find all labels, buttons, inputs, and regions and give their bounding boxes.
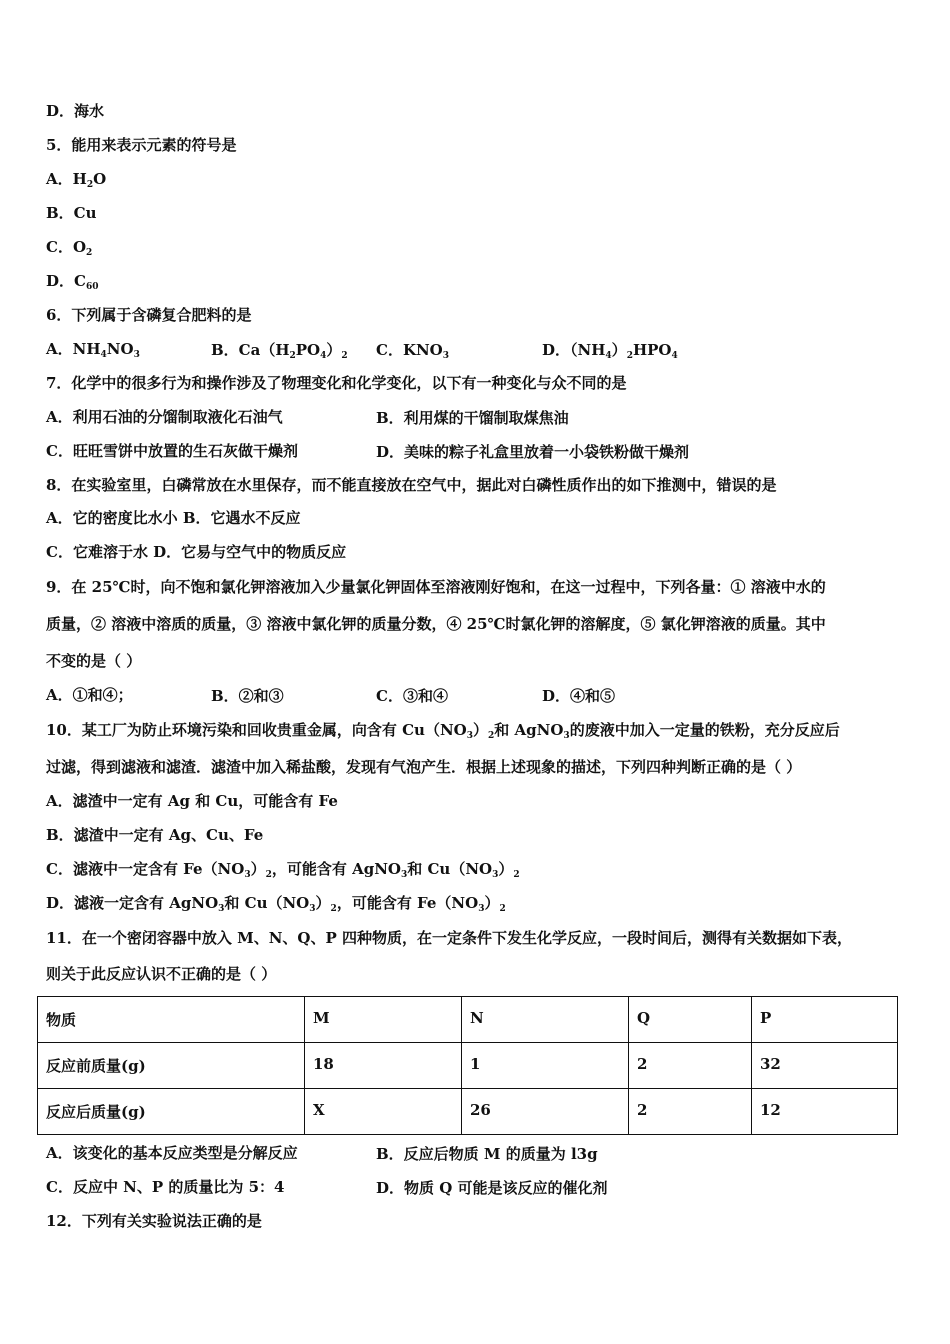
- q12-stem: 12．下列有关实验说法正确的是: [46, 1212, 262, 1230]
- q5-stem: 5．能用来表示元素的符号是: [46, 136, 237, 154]
- q10-option-b: B．滤渣中一定有 Ag、Cu、Fe: [46, 826, 264, 844]
- table-row: [38, 1089, 898, 1135]
- q8-stem: 8．在实验室里，白磷常放在水里保存，而不能直接放在空气中，据此对白磷性质作出的如下推测中，错误的是: [46, 476, 777, 494]
- table-row: [38, 1043, 898, 1089]
- table-header-cell: 物质: [38, 997, 305, 1043]
- table-cell: 12: [752, 1089, 898, 1135]
- q7-option-d: D．美味的粽子礼盒里放着一小袋铁粉做干燥剂: [376, 443, 690, 461]
- table-cell: 26: [462, 1089, 629, 1135]
- q10-option-a: A．滤渣中一定有 Ag 和 Cu，可能含有 Fe: [46, 792, 338, 810]
- q5-option-a: A．$H_2O$: [46, 170, 107, 190]
- q9-option-a: A．①和④；: [46, 686, 133, 704]
- q6-option-c: C．$KNO_3$: [376, 341, 450, 361]
- q11-data-table: [37, 996, 898, 1135]
- q11-option-d: D．物质 Q 可能是该反应的催化剂: [376, 1179, 608, 1197]
- q9-stem-line2: 质量，② 溶液中溶质的质量，③ 溶液中氯化钾的质量分数，④ 25℃时氯化钾的溶解度，⑤ 氯化钾溶液的质量。其中: [46, 615, 826, 633]
- q6-stem: 6．下列属于含磷复合肥料的是: [46, 306, 252, 324]
- q5-option-d: D．$C_{60}$: [46, 272, 99, 292]
- q10-option-c: C．滤液中一定含有 $Fe(NO_3)_2$，可能含有 AgNO$_3$和 $Cu(NO_3)_2$: [46, 860, 520, 880]
- table-header-cell: P: [752, 997, 898, 1043]
- q7-option-b: B．利用煤的干馏制取煤焦油: [376, 409, 569, 427]
- table-cell: 2: [629, 1089, 752, 1135]
- table-cell: 反应后质量(g): [38, 1089, 305, 1135]
- q7-option-a: A．利用石油的分馏制取液化石油气: [46, 408, 283, 426]
- table-cell: 2: [629, 1043, 752, 1089]
- q11-option-b: B．反应后物质 M 的质量为 l3g: [376, 1145, 598, 1163]
- q9-option-d: D．④和⑤: [542, 687, 616, 705]
- q10-stem-line2: 过滤，得到滤液和滤渣．滤渣中加入稀盐酸，发现有气泡产生．根据上述现象的描述，下列四种判断正确的是（ ）: [46, 758, 802, 776]
- q5-option-b: B．Cu: [46, 204, 97, 222]
- q11-stem-line1: 11．在一个密闭容器中放入 M、N、Q、P 四种物质，在一定条件下发生化学反应，一段时间后，测得有关数据如下表，: [46, 929, 852, 947]
- table-header-row: [38, 997, 898, 1043]
- q6-option-d: D．$(NH_4)_2HPO_4$: [542, 341, 678, 361]
- table-cell: 32: [752, 1043, 898, 1089]
- table-header-cell: N: [462, 997, 629, 1043]
- table-cell: 1: [462, 1043, 629, 1089]
- q9-stem-line3: 不变的是（ ）: [46, 652, 142, 670]
- table-cell: 18: [305, 1043, 462, 1089]
- q8-options-ab: A．它的密度比水小 B．它遇水不反应: [46, 509, 301, 527]
- q11-option-c: C．反应中 N、P 的质量比为 5：4: [46, 1178, 285, 1196]
- q10-option-d: D．滤液一定含有 AgNO$_3$和 $Cu(NO_3)_2$，可能含有 $Fe(NO_3)_2$: [46, 894, 506, 914]
- q9-option-b: B．②和③: [211, 687, 284, 705]
- table-cell: 反应前质量(g): [38, 1043, 305, 1089]
- q7-option-c: C．旺旺雪饼中放置的生石灰做干燥剂: [46, 442, 298, 460]
- q6-option-a: A．$NH_4NO_3$: [46, 340, 140, 360]
- q11-option-a: A．该变化的基本反应类型是分解反应: [46, 1144, 298, 1162]
- q9-option-c: C．③和④: [376, 687, 448, 705]
- q11-stem-line2: 则关于此反应认识不正确的是（ ）: [46, 965, 277, 983]
- table-cell: X: [305, 1089, 462, 1135]
- q7-stem: 7．化学中的很多行为和操作涉及了物理变化和化学变化，以下有一种变化与众不同的是: [46, 374, 627, 392]
- q4-option-d: D．海水: [46, 102, 105, 120]
- q8-options-cd: C．它难溶于水 D．它易与空气中的物质反应: [46, 543, 347, 561]
- q10-stem-line1: 10．某工厂为防止环境污染和回收贵重金属，向含有 $Cu(NO_3)_2$和 AgNO$_3$的废液中加入一定量的铁粉，充分反应后: [46, 721, 840, 741]
- table-header-cell: M: [305, 997, 462, 1043]
- q6-option-b: B．$Ca(H_2PO_4)_2$: [211, 341, 348, 361]
- table-header-cell: Q: [629, 997, 752, 1043]
- q5-option-c: C．$O_2$: [46, 238, 93, 258]
- q9-stem-line1: 9．在 25℃时，向不饱和氯化钾溶液加入少量氯化钾固体至溶液刚好饱和，在这一过程中，下列各量：① 溶液中水的: [46, 578, 826, 596]
